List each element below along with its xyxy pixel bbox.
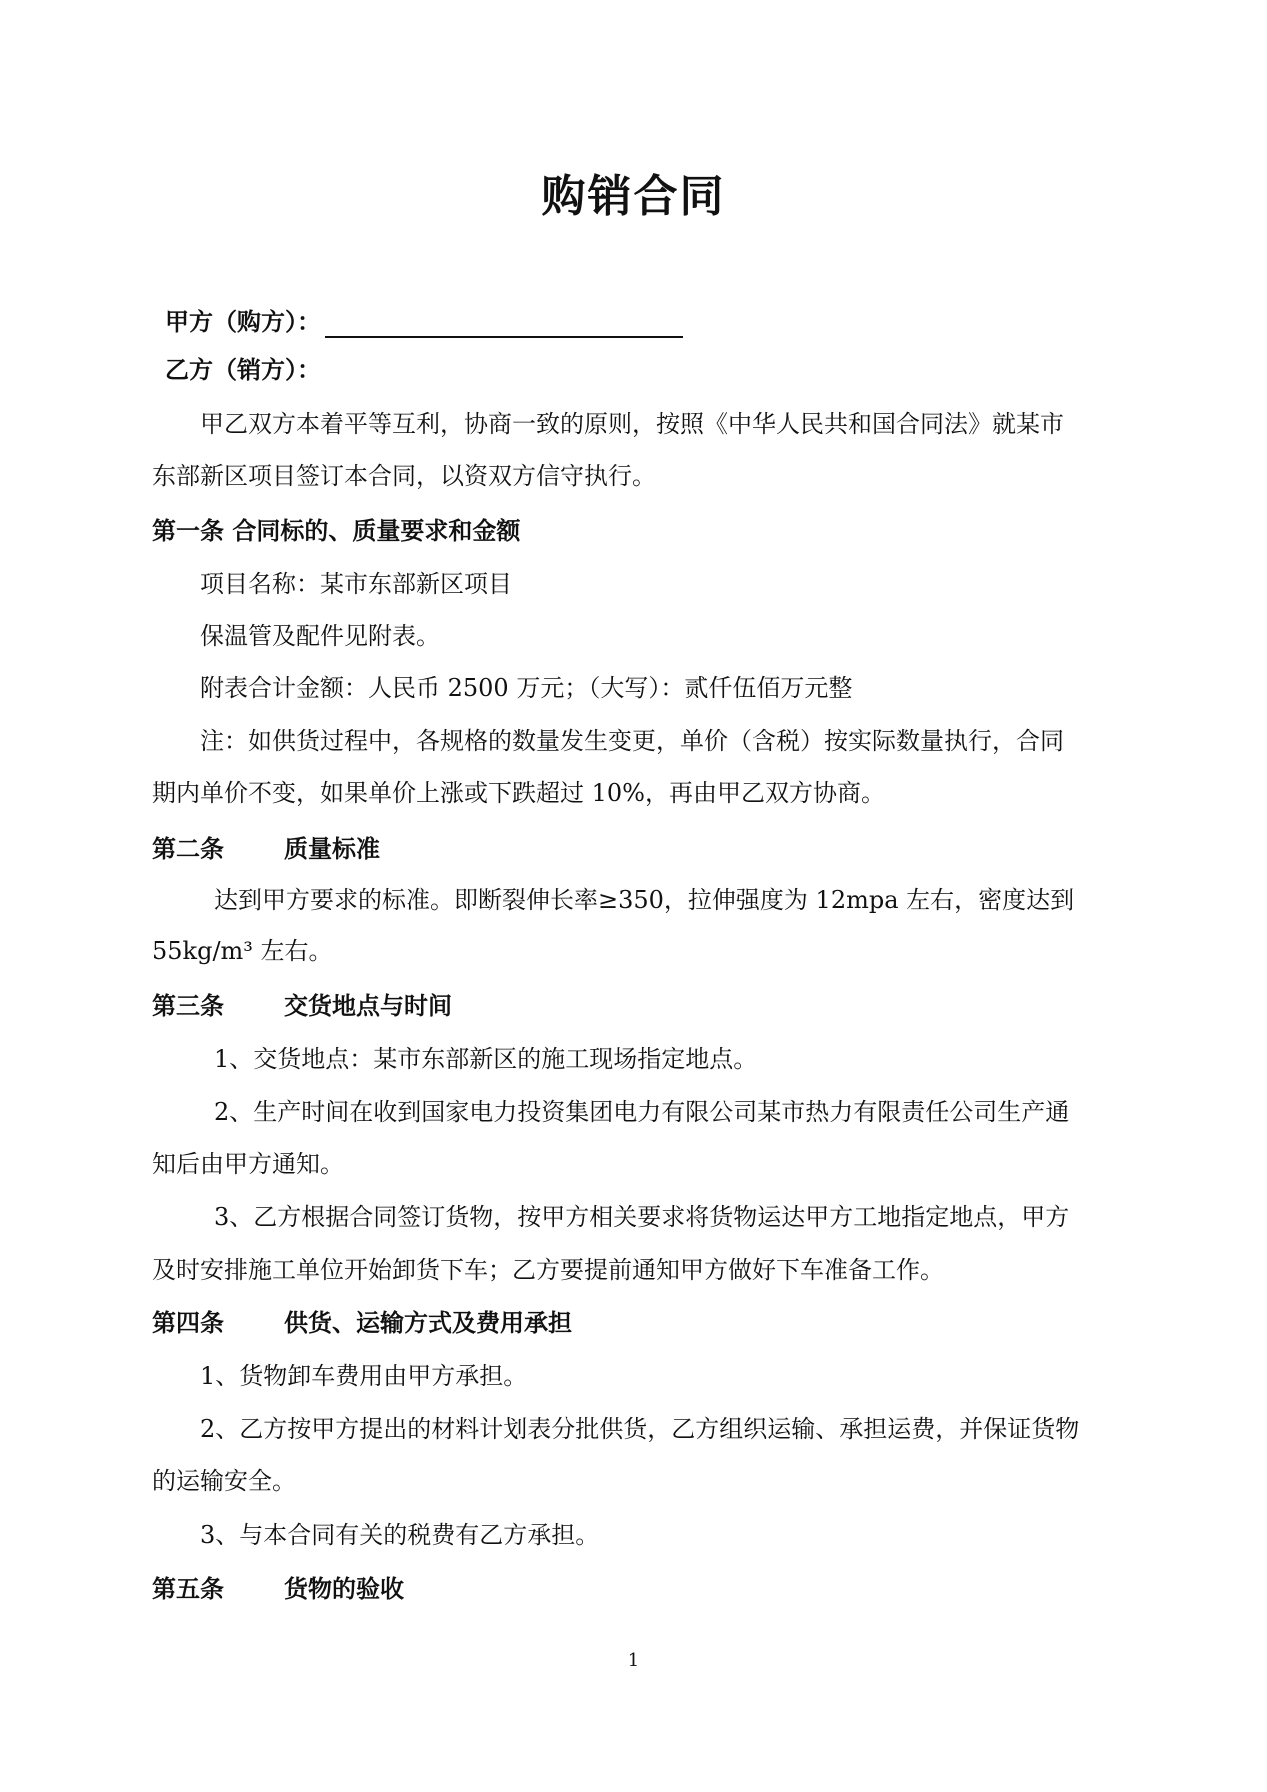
article-1-project-name: 项目名称：某市东部新区项目 [200, 570, 512, 598]
article-1-attachment: 保温管及配件见附表。 [200, 622, 440, 650]
article-2-line-2: 55kg/m³ 左右。 [152, 937, 333, 965]
article-5-title: 货物的验收 [284, 1575, 404, 1603]
article-5-heading [152, 1573, 404, 1605]
party-a-blank [325, 312, 683, 338]
article-4-item-2-line-1: 2、乙方按甲方提出的材料计划表分批供货，乙方组织运输、承担运费，并保证货物 [200, 1415, 1080, 1443]
article-2-heading [152, 833, 380, 865]
article-3-number: 第三条 [152, 992, 224, 1020]
article-1-amount: 附表合计金额：人民币 2500 万元；（大写）：贰仟伍佰万元整 [200, 674, 853, 702]
article-4-item-3: 3、与本合同有关的税费有乙方承担。 [200, 1521, 600, 1549]
article-4-item-1: 1、货物卸车费用由甲方承担。 [200, 1362, 528, 1390]
article-4-title: 供货、运输方式及费用承担 [284, 1309, 572, 1337]
article-3-heading [152, 990, 452, 1022]
page-number: 1 [627, 1650, 640, 1671]
article-5-number: 第五条 [152, 1575, 224, 1603]
party-a-line [165, 306, 683, 338]
article-2-title: 质量标准 [284, 835, 380, 863]
article-1-heading: 第一条 合同标的、质量要求和金额 [152, 517, 521, 545]
party-b-label: 乙方（销方）： [165, 356, 321, 384]
article-3-item-1: 1、交货地点：某市东部新区的施工现场指定地点。 [214, 1045, 758, 1073]
article-3-item-2-line-2: 知后由甲方通知。 [152, 1150, 344, 1178]
article-4-number: 第四条 [152, 1309, 224, 1337]
intro-line-2: 东部新区项目签订本合同，以资双方信守执行。 [152, 462, 656, 490]
article-3-item-3-line-1: 3、乙方根据合同签订货物，按甲方相关要求将货物运达甲方工地指定地点，甲方 [214, 1203, 1070, 1231]
article-4-heading [152, 1307, 572, 1339]
article-2-number: 第二条 [152, 835, 224, 863]
article-3-item-3-line-2: 及时安排施工单位开始卸货下车；乙方要提前通知甲方做好下车准备工作。 [152, 1256, 944, 1284]
article-1-note-line-2: 期内单价不变，如果单价上涨或下跌超过 10%，再由甲乙双方协商。 [152, 779, 885, 807]
article-3-item-2-line-1: 2、生产时间在收到国家电力投资集团电力有限公司某市热力有限责任公司生产通 [214, 1098, 1070, 1126]
article-4-item-2-line-2: 的运输安全。 [152, 1467, 296, 1495]
intro-line-1: 甲乙双方本着平等互利，协商一致的原则，按照《中华人民共和国合同法》就某市 [200, 410, 1064, 438]
document-title: 购销合同 [541, 171, 726, 222]
article-2-line-1: 达到甲方要求的标准。即断裂伸长率≥350，拉伸强度为 12mpa 左右，密度达到 [214, 886, 1075, 914]
article-1-note-line-1: 注：如供货过程中，各规格的数量发生变更，单价（含税）按实际数量执行，合同 [200, 727, 1064, 755]
party-a-label: 甲方（购方）： [165, 308, 321, 336]
article-3-title: 交货地点与时间 [284, 992, 452, 1020]
